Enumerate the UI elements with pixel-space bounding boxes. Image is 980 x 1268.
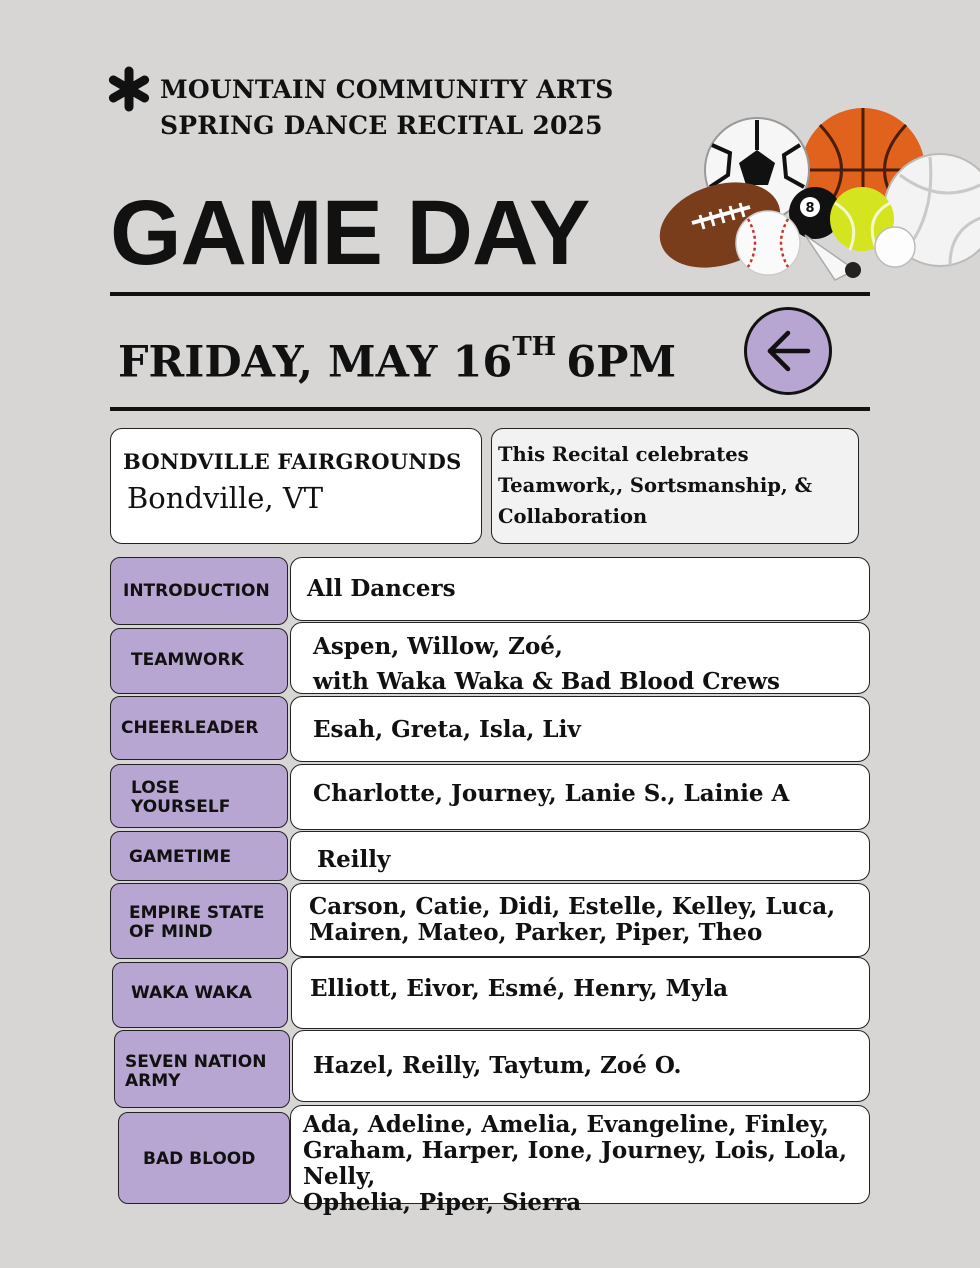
- dancer-names: [313, 781, 789, 807]
- program-label: [110, 628, 288, 694]
- program-label: [110, 764, 288, 828]
- dancer-names-line: Ada, Adeline, Amelia, Evangeline, Finley,: [303, 1111, 829, 1138]
- event-date: [118, 318, 676, 397]
- svg-text:8: 8: [805, 201, 815, 216]
- arrow-left-icon: [760, 323, 816, 379]
- sports-balls-illustration: [650, 95, 980, 290]
- dancer-names-line: Charlotte, Journey, Lanie S., Lainie A: [313, 780, 790, 807]
- program-dancers-box: [290, 696, 870, 762]
- recital-description: [498, 439, 850, 532]
- program-label-line: LOSE: [131, 778, 180, 798]
- about-box: [491, 428, 859, 544]
- program-label-line: ARMY: [125, 1071, 181, 1091]
- program-label-line: BAD BLOOD: [143, 1149, 256, 1169]
- dancer-names-line: Hazel, Reilly, Taytum, Zoé O.: [313, 1052, 682, 1079]
- dancer-names-line: Aspen, Willow, Zoé,: [313, 633, 563, 660]
- dancer-names-line: Elliott, Eivor, Esmé, Henry, Myla: [310, 975, 729, 1002]
- page-title: GAME DAY: [110, 182, 590, 284]
- back-button[interactable]: [744, 307, 832, 395]
- venue-name: BONDVILLE FAIRGROUNDS: [123, 449, 462, 474]
- program-label-line: CHEERLEADER: [121, 718, 259, 738]
- dancer-names-line: with Waka Waka & Bad Blood Crews: [313, 668, 781, 695]
- program-label-line: SEVEN NATION: [125, 1052, 267, 1072]
- dancer-names-line: Carson, Catie, Didi, Estelle, Kelley, Luca,: [309, 893, 836, 920]
- recital-description-line: Collaboration: [498, 505, 648, 528]
- program-label-line: GAMETIME: [129, 847, 232, 867]
- dancer-names: [310, 976, 728, 1002]
- event-time: 6PM: [566, 337, 677, 388]
- bottom-divider: [110, 407, 870, 411]
- program-dancers-box: [290, 831, 870, 881]
- program-label: [110, 557, 288, 625]
- event-date-day: FRIDAY, MAY 16: [118, 337, 513, 388]
- program-label-line: YOURSELF: [131, 797, 231, 817]
- event-name: SPRING DANCE RECITAL 2025: [160, 111, 603, 140]
- program-dancers-box: [290, 622, 870, 694]
- dancer-names: [303, 1112, 869, 1216]
- program-dancers-box: [290, 883, 870, 957]
- program-label-line: OF MIND: [129, 922, 213, 942]
- organization-name: MOUNTAIN COMMUNITY ARTS: [160, 75, 614, 104]
- program-label: [110, 883, 288, 959]
- program-label-line: TEAMWORK: [131, 650, 244, 670]
- program-label: [112, 962, 288, 1028]
- dancer-names: [313, 1053, 682, 1079]
- program-label: [110, 831, 288, 881]
- organization-heading: [160, 72, 614, 144]
- program-label-line: EMPIRE STATE: [129, 903, 265, 923]
- dancer-names-line: All Dancers: [307, 575, 456, 602]
- dancer-names: [313, 717, 581, 743]
- program-label: [118, 1112, 290, 1204]
- asterisk-icon: [106, 66, 152, 112]
- venue-box: [110, 428, 482, 544]
- venue-city: Bondville, VT: [127, 481, 324, 515]
- program-dancers-box: [291, 957, 870, 1029]
- program-dancers-box: [290, 557, 870, 621]
- program-dancers-box: [290, 764, 870, 830]
- program-label-line: WAKA WAKA: [131, 983, 252, 1003]
- dancer-names-line: Ophelia, Piper, Sierra: [303, 1189, 582, 1216]
- program-label-line: INTRODUCTION: [123, 581, 270, 601]
- dancer-names-line: Mairen, Mateo, Parker, Piper, Theo: [309, 919, 763, 946]
- dancer-names: [317, 847, 390, 873]
- recital-description-line: This Recital celebrates: [498, 443, 749, 466]
- dancer-names: [313, 629, 780, 699]
- event-date-suffix: TH: [512, 332, 557, 362]
- program-label: [110, 696, 288, 760]
- dancer-names-line: Reilly: [317, 846, 391, 873]
- dancer-names-line: Graham, Harper, Ione, Journey, Lois, Lola, Nelly,: [303, 1137, 848, 1190]
- program-label: [114, 1030, 290, 1108]
- program-dancers-box: [292, 1030, 870, 1102]
- top-divider: [110, 292, 870, 296]
- dancer-names-line: Esah, Greta, Isla, Liv: [313, 716, 581, 743]
- dancer-names: [307, 576, 456, 602]
- dancer-names: [309, 894, 835, 946]
- recital-description-line: Teamwork,, Sortsmanship, &: [498, 474, 813, 497]
- program-dancers-box: [290, 1105, 870, 1216]
